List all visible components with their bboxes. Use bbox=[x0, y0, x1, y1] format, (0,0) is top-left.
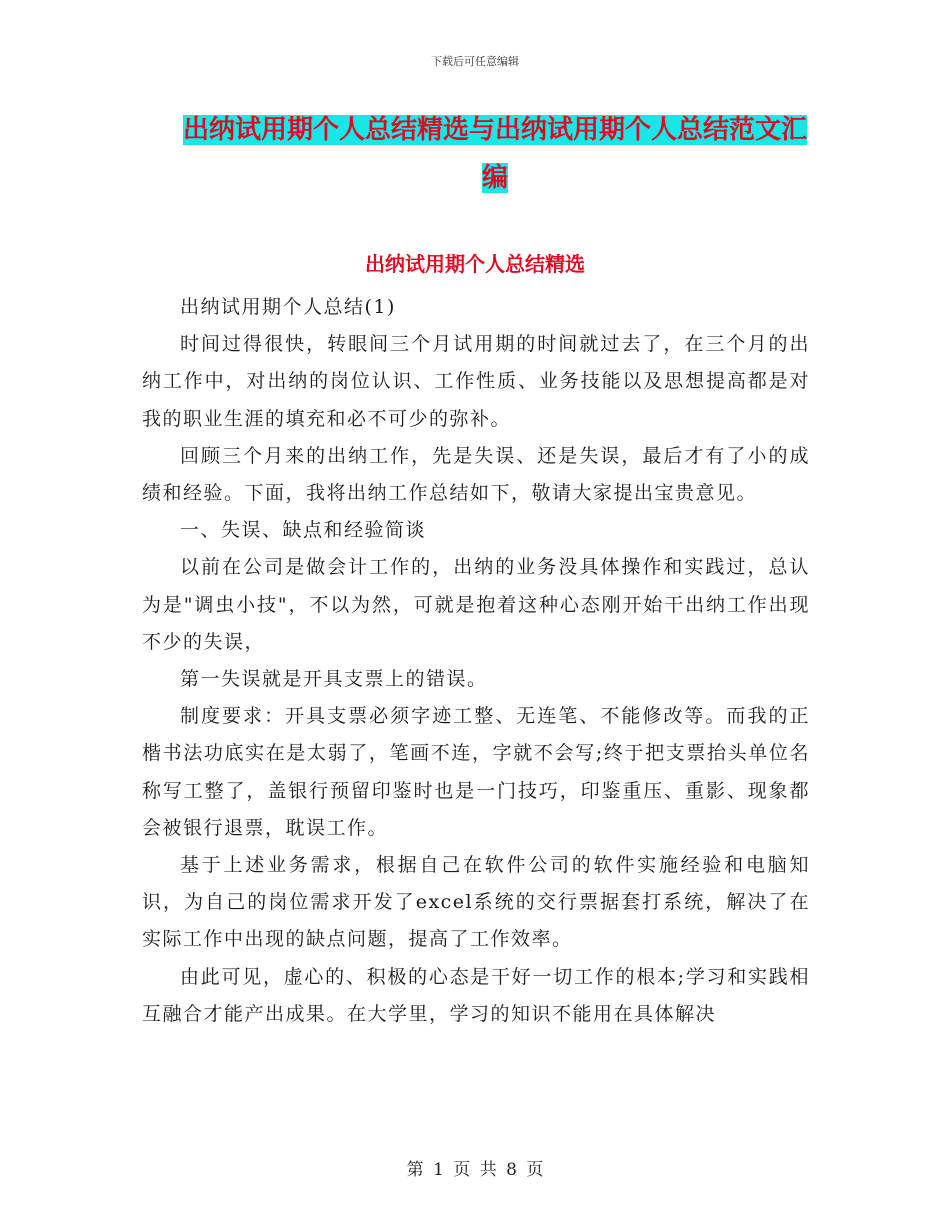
document-title-text: 出纳试用期个人总结精选与出纳试用期个人总结范文汇编 bbox=[182, 115, 807, 193]
paragraph: 出纳试用期个人总结(1) bbox=[180, 296, 396, 318]
paragraph: 以前在公司是做会计工作的，出纳的业务没具体操作和实践过，总认为是"调虫小技"，不以为然，可就是抱着这种心态刚开始干出纳工作出现不少的失误， bbox=[142, 556, 810, 653]
paragraph: 时间过得很快，转眼间三个月试用期的时间就过去了，在三个月的出纳工作中，对出纳的岗位认识、工作性质、业务技能以及思想提高都是对我的职业生涯的填充和必不可少的弥补。 bbox=[142, 333, 810, 430]
header-note: 下载后可任意编辑 bbox=[431, 55, 519, 68]
paragraph: 基于上述业务需求，根据自己在软件公司的软件实施经验和电脑知识，为自己的岗位需求开发了excel系统的交行票据套打系统，解决了在实际工作中出现的缺点问题，提高了工作效率。 bbox=[142, 854, 810, 951]
paragraph: 由此可见，虚心的、积极的心态是干好一切工作的根本;学习和实践相互融合才能产出成果。在大学里，学习的知识不能用在具体解决 bbox=[142, 965, 810, 1025]
paragraph: 一、失误、缺点和经验简谈 bbox=[180, 519, 427, 542]
section-title: 出纳试用期个人总结精选 bbox=[365, 252, 585, 276]
document-body bbox=[142, 289, 810, 1033]
page-footer: 第 1 页 共 8 页 bbox=[406, 1160, 544, 1180]
paragraph: 回顾三个月来的出纳工作，先是失误、还是失误，最后才有了小的成绩和经验。下面，我将出纳工作总结如下，敬请大家提出宝贵意见。 bbox=[142, 444, 810, 505]
paragraph: 第一失误就是开具支票上的错误。 bbox=[180, 668, 488, 691]
document-title bbox=[175, 106, 815, 202]
paragraph: 制度要求：开具支票必须字迹工整、无连笔、不能修改等。而我的正楷书法功底实在是太弱了，笔画不连，字就不会写;终于把支票抬头单位名称写工整了，盖银行预留印鉴时也是一门技巧，印鉴重压、重影、现象都会被银行退票，耽误工作。 bbox=[142, 705, 810, 839]
